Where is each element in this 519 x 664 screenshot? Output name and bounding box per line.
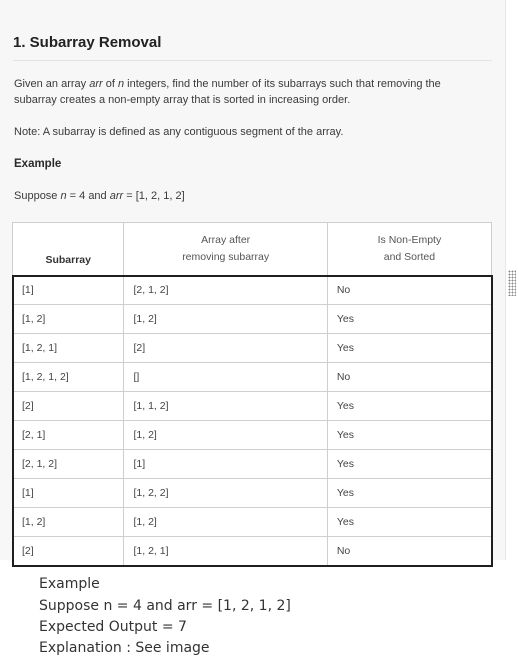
cell-array-after: [2, 1, 2] bbox=[124, 276, 327, 305]
table-row bbox=[13, 363, 492, 392]
cell-array-after: [1] bbox=[124, 450, 327, 479]
cell-is-sorted: Yes bbox=[327, 421, 491, 450]
table-row bbox=[13, 334, 492, 363]
header-array-after: Array after removing subarray bbox=[124, 223, 327, 276]
cell-array-after: [] bbox=[124, 363, 327, 392]
cell-subarray: [2, 1] bbox=[13, 421, 124, 450]
cell-subarray: [1, 2] bbox=[13, 305, 124, 334]
table-body bbox=[13, 276, 492, 566]
cell-is-sorted: Yes bbox=[327, 305, 491, 334]
table-row bbox=[13, 508, 492, 537]
footer-suppose: Suppose n = 4 and arr = [1, 2, 1, 2] bbox=[39, 598, 291, 614]
cell-array-after: [1, 2] bbox=[124, 421, 327, 450]
cell-subarray: [1, 2, 1, 2] bbox=[13, 363, 124, 392]
cell-is-sorted: Yes bbox=[327, 479, 491, 508]
footer-example-label: Example bbox=[39, 576, 100, 592]
example-suppose: Suppose n = 4 and arr = [1, 2, 1, 2] bbox=[14, 190, 185, 202]
footer-explanation: Explanation : See image bbox=[39, 640, 210, 656]
header-is-sorted: Is Non-Empty and Sorted bbox=[327, 223, 491, 276]
cell-is-sorted: Yes bbox=[327, 392, 491, 421]
cell-is-sorted: No bbox=[327, 363, 491, 392]
example-heading: Example bbox=[14, 158, 62, 170]
grip-dots-icon[interactable] bbox=[508, 270, 516, 296]
footer-expected-output: Expected Output = 7 bbox=[39, 619, 187, 635]
problem-title: 1. Subarray Removal bbox=[13, 34, 162, 51]
table-row bbox=[13, 421, 492, 450]
subarray-note: Note: A subarray is defined as any contiguous segment of the array. bbox=[14, 126, 344, 138]
cell-is-sorted: Yes bbox=[327, 450, 491, 479]
cell-subarray: [2, 1, 2] bbox=[13, 450, 124, 479]
cell-array-after: [1, 2, 2] bbox=[124, 479, 327, 508]
cell-subarray: [2] bbox=[13, 537, 124, 566]
title-divider bbox=[13, 60, 492, 61]
table-header-row bbox=[13, 223, 492, 276]
cell-subarray: [1] bbox=[13, 479, 124, 508]
cell-subarray: [1] bbox=[13, 276, 124, 305]
header-subarray: Subarray bbox=[13, 223, 124, 276]
table-row bbox=[13, 276, 492, 305]
cell-is-sorted: Yes bbox=[327, 508, 491, 537]
table-row bbox=[13, 450, 492, 479]
table-row bbox=[13, 305, 492, 334]
cell-is-sorted: No bbox=[327, 276, 491, 305]
cell-array-after: [1, 2] bbox=[124, 305, 327, 334]
cell-subarray: [2] bbox=[13, 392, 124, 421]
cell-array-after: [1, 1, 2] bbox=[124, 392, 327, 421]
table-row bbox=[13, 537, 492, 566]
table-row bbox=[13, 479, 492, 508]
cell-subarray: [1, 2] bbox=[13, 508, 124, 537]
cell-array-after: [2] bbox=[124, 334, 327, 363]
cell-is-sorted: No bbox=[327, 537, 491, 566]
example-table bbox=[12, 222, 492, 566]
cell-array-after: [1, 2, 1] bbox=[124, 537, 327, 566]
problem-description: Given an array arr of n integers, find the number of its subarrays such that removing the subarray creates a non-empty array that is sorted in increasing order. bbox=[14, 78, 441, 106]
cell-is-sorted: Yes bbox=[327, 334, 491, 363]
cell-array-after: [1, 2] bbox=[124, 508, 327, 537]
table-row bbox=[13, 392, 492, 421]
cell-subarray: [1, 2, 1] bbox=[13, 334, 124, 363]
